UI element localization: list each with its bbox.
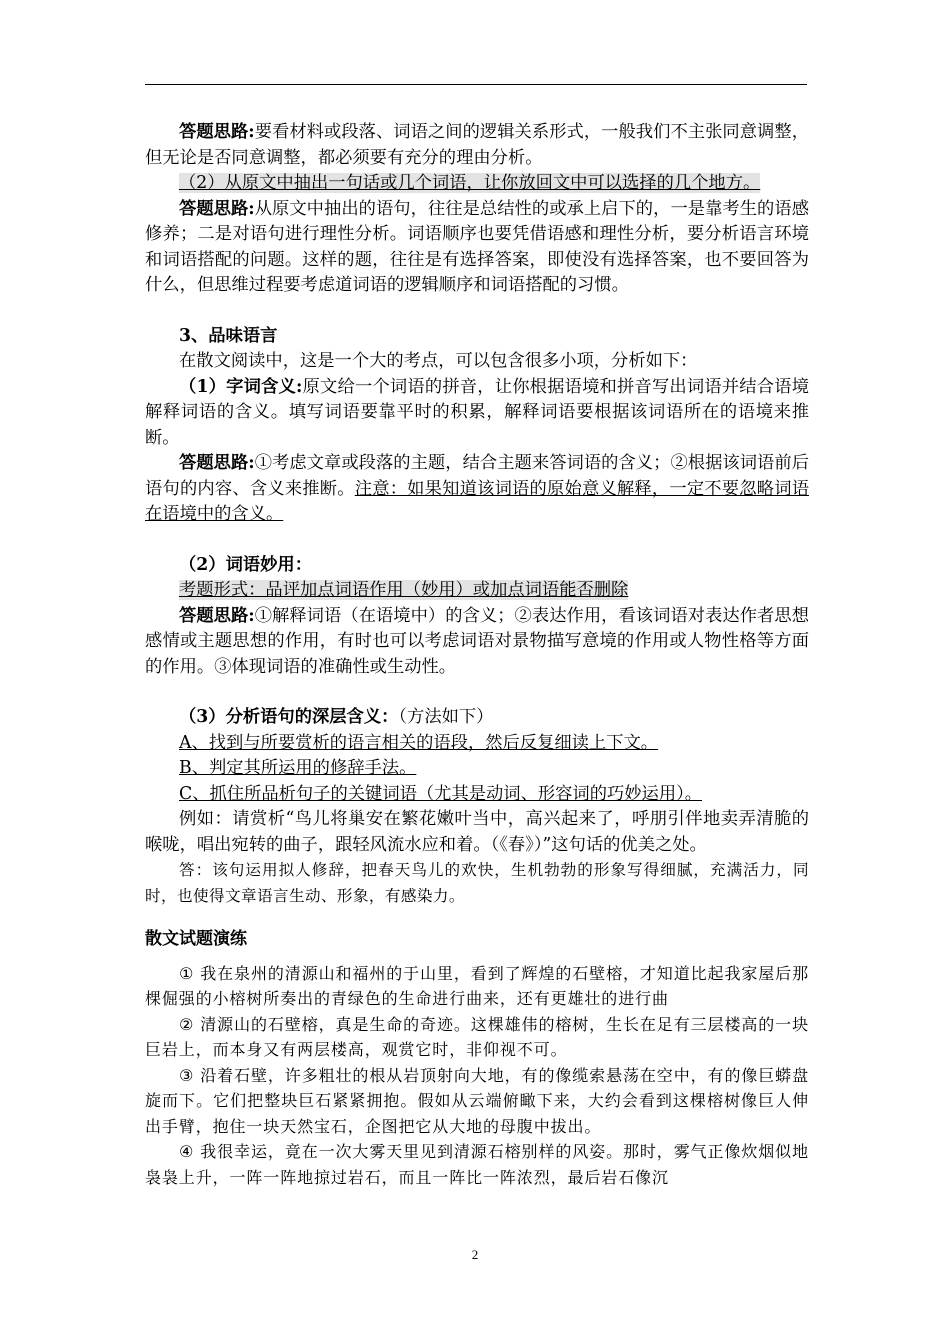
label-answer-approach: 答题思路: [179, 198, 255, 219]
essay-paragraph-1: ① 我在泉州的清源山和福州的于山里，看到了辉煌的石壁榕，才知道比起我家屋后那棵倔强的小榕树所奏出的青绿色的生命进行曲来，还有更雄壮的进行曲 [145, 963, 809, 1008]
label-word-meaning: （1）字词含义: [179, 376, 303, 397]
header-rule [145, 84, 807, 85]
essay-paragraph-3: ③ 沿着石壁，许多粗壮的根从岩顶射向大地，有的像缆索悬荡在空中，有的像巨蟒盘旋而下。它们把整块巨石紧紧拥抱。假如从云端俯瞰下来，大约会看到这棵榕树像巨人伸出手臂，抱住一块天然宝石，企图把它从大地的母腹中拔出。 [145, 1065, 809, 1136]
question-form [145, 578, 809, 604]
paragraph-answer-approach-3 [145, 451, 809, 528]
paragraph-word-meaning [145, 375, 809, 452]
method-item-c [145, 782, 809, 808]
method-item-a [145, 731, 809, 757]
paragraph-answer-approach-4 [145, 604, 809, 681]
essay-paragraph-2: ② 清源山的石壁榕，真是生命的奇迹。这棵雄伟的榕树，生长在足有三层楼高的一块巨岩上，而本身又有两层楼高，观赏它时，非仰视不可。 [145, 1014, 809, 1059]
paragraph-answer-approach-2 [145, 197, 809, 299]
underlined-note: 注意：如果知道该词语的原始意义解释，一定不要忽略词语在语境中的含义。 [145, 478, 809, 524]
document-body [145, 120, 809, 1190]
paragraph-text: 原文给一个词语的拼音，让你根据语境和拼音写出词语并结合语境解释词语的含义。填写词语要靠平时的积累，解释词语要根据该词语所在的语境来推断。 [145, 376, 809, 448]
section-title-3: 3、品味语言 [179, 325, 278, 346]
method-item-text: B、判定其所运用的修辞手法。 [179, 758, 417, 778]
paragraph-text: 从原文中抽出的语句，往往是总结性的或承上启下的，一是靠考生的语感修养；二是对语句进行理性分析。词语顺序也要凭借语感和理性分析，要分析语言环境和词语搭配的问题。这样的题，往往是有选择答案，即使没有选择答案，也不要回答为什么，但思维过程要考虑道词语的逻辑顺序和词语搭配的习惯。 [145, 198, 809, 295]
section-intro: 在散文阅读中，这是一个大的考点，可以包含很多小项，分析如下： [179, 351, 698, 371]
paragraph-answer-approach-1 [145, 120, 809, 171]
essay-paragraph-4: ④ 我很幸运，竟在一次大雾天里见到清源石榕别样的风姿。那时，雾气正像炊烟似地袅袅上升，一阵一阵地掠过岩石，而且一阵比一阵浓烈，最后岩石像沉 [145, 1142, 809, 1187]
method-note: （方法如下） [398, 707, 494, 727]
highlighted-question: （2）从原文中抽出一句话或几个词语，让你放回文中可以选择的几个地方。 [179, 173, 761, 193]
page-number: 2 [471, 1247, 479, 1262]
paragraph-text: ①解释词语（在语境中）的含义；②表达作用，看该词语对表达作者思想感情或主题思想的作用，有时也可以考虑词语对景物描写意境的作用或人物性格等方面的作用。③体现词语的准确性或生动性。 [145, 605, 809, 677]
highlighted-question-form: 考题形式：品评加点词语作用（妙用）或加点词语能否删除 [179, 580, 629, 600]
method-item-b [145, 756, 809, 782]
practice-section-title: 散文试题演练 [145, 929, 247, 949]
subsection-title: （3）分析语句的深层含义： [179, 707, 399, 727]
method-item-text: C、抓住所品析句子的关键词语（尤其是动词、形容词的巧妙运用）。 [179, 783, 703, 804]
paragraph-text: 要看材料或段落、词语之间的逻辑关系形式，一般我们不主张同意调整，但无论是否同意调整，都必须要有充分的理由分析。 [145, 122, 809, 168]
subsection-title-word-use: （2）词语妙用： [179, 554, 312, 575]
example-answer: 答：该句运用拟人修辞，把春天鸟儿的欢快，生机勃勃的形象写得细腻，充满活力，同时，也使得文章语言生动、形象，有感染力。 [145, 861, 809, 905]
question-type-2 [145, 171, 809, 197]
label-answer-approach: 答题思路: [179, 122, 255, 142]
paragraph-text: ①考虑文章或段落的主题，结合主题来答词语的含义；②根据该词语前后语句的内容、含义来推断。 [145, 453, 809, 499]
label-answer-approach: 答题思路: [179, 605, 255, 626]
subsection-title-deep-meaning [145, 705, 809, 731]
method-item-text: A、找到与所要赏析的语言相关的语段，然后反复细读上下文。 [179, 732, 659, 753]
example-paragraph: 例如：请赏析“鸟儿将巢安在繁花嫩叶当中，高兴起来了，呼朋引伴地卖弄清脆的喉咙，唱出宛转的曲子，跟轻风流水应和着。（《春》）”这句话的优美之处。 [145, 809, 809, 855]
label-answer-approach: 答题思路: [179, 453, 255, 473]
